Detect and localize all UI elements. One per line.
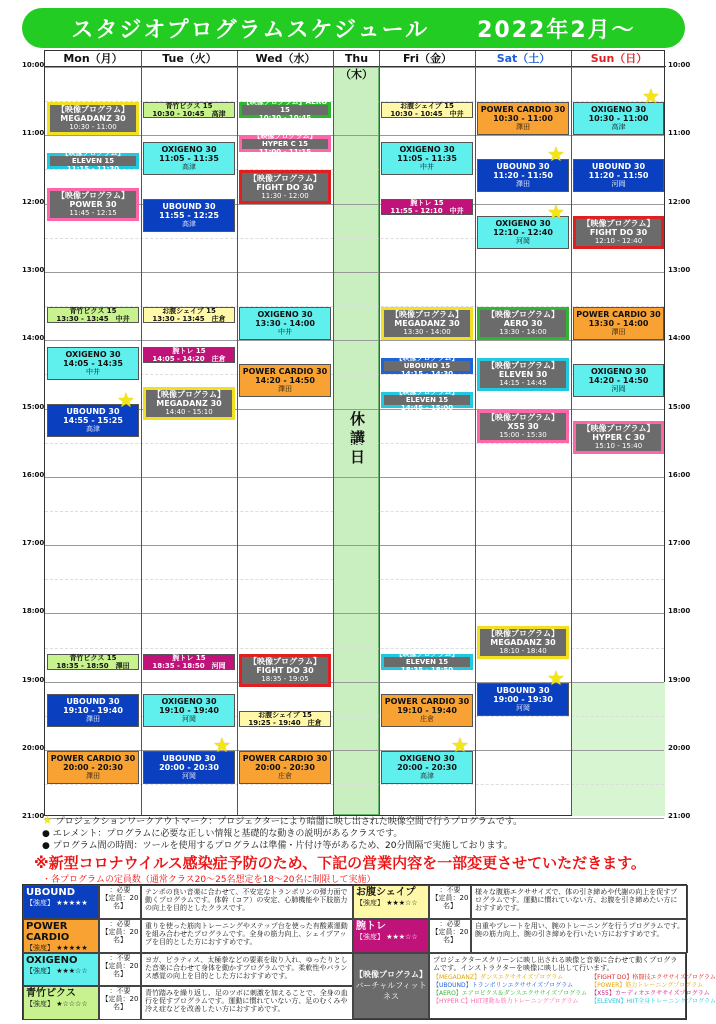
- class-l1: 【映像プログラム】AERO 15: [242, 98, 328, 115]
- class-l2: 14:05 - 14:35: [63, 358, 123, 368]
- class-l1: 【映像プログラム】ELEVEN 15: [395, 650, 459, 667]
- class-l1: UBOUND 30: [591, 161, 646, 171]
- class-l1: 【映像プログラム】: [153, 390, 225, 400]
- class-l1: 腕トレ 15: [172, 346, 206, 355]
- program-level: 【強度】 ★★★☆☆: [26, 966, 88, 975]
- class-block[interactable]: [143, 199, 235, 232]
- mat-need: ：必要: [109, 886, 131, 894]
- program-mat-cell: [99, 953, 141, 987]
- day-column-wed: [237, 51, 333, 815]
- class-l2: 10:30 - 10:45 中井: [390, 110, 464, 119]
- class-l2: 20:00 - 20:30: [255, 763, 315, 773]
- class-block[interactable]: [381, 694, 473, 727]
- mat-need: ：必要: [439, 919, 461, 928]
- time-label: 16:00: [668, 470, 691, 479]
- class-l3: 11:45 - 12:15: [69, 208, 117, 217]
- class-block[interactable]: [573, 307, 664, 340]
- class-l3: 13:30 - 14:00: [403, 328, 451, 337]
- class-l2: ELEVEN 30: [498, 370, 548, 380]
- class-l3: 河岡: [516, 703, 530, 712]
- class-block[interactable]: [47, 307, 139, 323]
- class-l3: 13:30 - 14:00: [499, 328, 547, 337]
- program-name-cell: [23, 986, 99, 1020]
- video-program-desc: プロジェクタースクリーンに映し出される映像と音楽に合わせて動くプログラムです。インストラクターを映像に映し出して行います。: [433, 955, 678, 972]
- class-block[interactable]: [573, 159, 664, 192]
- program-name: UBOUND: [26, 887, 76, 898]
- class-block[interactable]: [143, 102, 235, 118]
- class-l1: OXIGENO 30: [65, 349, 121, 359]
- time-label: 15:00: [668, 402, 691, 411]
- program-name-cell: [353, 885, 429, 919]
- class-l1: OXIGENO 30: [257, 310, 313, 320]
- class-l2: FIGHT DO 30: [256, 666, 314, 676]
- class-l2: 19:00 - 19:30: [493, 694, 553, 704]
- class-l2: MEGADANZ 30: [156, 399, 222, 409]
- class-block[interactable]: [239, 132, 331, 157]
- class-l3: 高津: [86, 425, 100, 434]
- program-name: お腹シェイプ: [356, 887, 416, 898]
- class-l3: 12:10 - 12:40: [594, 237, 643, 246]
- class-l2: 14:20 - 14:50: [588, 375, 649, 385]
- class-l1: 青竹ピクス 15: [69, 307, 117, 316]
- class-l1: UBOUND 30: [162, 202, 216, 212]
- class-block[interactable]: [239, 711, 331, 727]
- class-block[interactable]: [477, 358, 569, 391]
- class-l1: POWER CARDIO 30: [576, 310, 661, 320]
- class-block[interactable]: [381, 388, 473, 413]
- capacity: 【定員：20名】: [101, 995, 139, 1012]
- class-block[interactable]: [47, 102, 139, 135]
- closed-label: 休講日: [348, 411, 366, 468]
- class-l1: 【映像プログラム】: [57, 105, 129, 115]
- star-icon: ★: [42, 813, 53, 827]
- program-desc: 青竹踏みを繰り返し、足のツボに刺激を加えることで、全身の血行を促すプログラムです。運動に慣れていない方、足のむくみや冷え症などを改善したい方におすすめです。: [145, 989, 348, 1014]
- class-l2: 20:00 - 20:30: [63, 763, 123, 773]
- class-l1: 【映像プログラム】: [582, 219, 655, 229]
- mat-need: ：必要: [109, 919, 131, 928]
- class-block[interactable]: [143, 387, 235, 420]
- time-label: 11:00: [22, 129, 45, 138]
- time-label: 14:00: [668, 334, 691, 343]
- day-header-wed: Wed（水）: [238, 51, 333, 67]
- class-l3: 14:15 - 14:45: [499, 379, 547, 388]
- class-l1: POWER CARDIO 30: [242, 366, 328, 376]
- video-program-item: 【UBOUND】トランポリンエクササイズプログラム: [433, 981, 574, 989]
- class-l1: OXIGENO 30: [161, 144, 217, 154]
- class-l2: MEGADANZ 30: [60, 114, 126, 124]
- video-program-item: 【POWER】筋力トレーニングプログラム: [591, 981, 704, 989]
- class-l3: 高津: [182, 162, 196, 171]
- program-desc: ヨガ、ピラティス、太極拳などの要素を取り入れ、ゆったりとした音楽に合わせて身体を動かすプログラムです。柔軟性やバランス感覚の向上を目的とした方におすすめです。: [145, 955, 348, 980]
- class-l3: 庄倉: [278, 772, 292, 781]
- class-block[interactable]: [143, 142, 235, 175]
- legend-line-1: プロジェクションワークアウトマーク：プロジェクターにより暗闇に映し出された映像空間で行うプログラムです。: [55, 817, 523, 827]
- time-label: 19:00: [668, 675, 691, 684]
- class-l3: 河岡: [182, 772, 196, 781]
- time-label: 10:00: [668, 61, 691, 69]
- day-header-sat: Sat（土）: [476, 51, 571, 67]
- class-l3: 10:30 - 11:00: [69, 123, 117, 132]
- program-mat-cell: [99, 885, 141, 919]
- class-l3: 14:40 - 15:10: [165, 408, 213, 417]
- day-header-thu: Thu（木）: [334, 51, 379, 67]
- class-l3: 澤田: [86, 715, 100, 724]
- time-label: 18:00: [22, 607, 45, 616]
- class-l3: 河岡: [182, 715, 196, 724]
- class-block[interactable]: [47, 347, 139, 380]
- program-name-cell: [353, 919, 429, 953]
- program-mat-cell: [99, 919, 141, 953]
- class-l1: 【映像プログラム】: [249, 173, 321, 183]
- class-l2: 19:25 - 19:40 庄倉: [248, 719, 322, 728]
- projection-star-icon: ★: [547, 200, 565, 225]
- projection-star-icon: ★: [547, 666, 565, 691]
- program-desc: 自重やプレートを用い、腕のトレーニングを行うプログラムです。腕の筋力向上、腕の引き締めを行いたい方におすすめです。: [475, 921, 684, 938]
- video-program-item: 【FIGHT DO】格闘技エクササイズプログラム: [591, 973, 716, 981]
- class-l3: 澤田: [516, 123, 530, 132]
- class-block[interactable]: [47, 694, 139, 727]
- class-l2: 13:30 - 14:00: [255, 319, 315, 329]
- time-label: 16:00: [22, 470, 45, 479]
- schedule-grid: [44, 50, 665, 816]
- class-l2: FIGHT DO 30: [256, 182, 314, 192]
- day-header-tue: Tue（火）: [142, 51, 237, 67]
- video-program-item: 【AERO】エアロビクス＆ダンスエクササイズプログラム: [433, 989, 588, 997]
- program-table: [22, 884, 716, 1020]
- class-l3: 河岡: [611, 384, 626, 393]
- class-block[interactable]: [381, 650, 473, 675]
- capacity: 【定員：20名】: [431, 927, 469, 944]
- class-l2: 11:20 - 11:50: [588, 170, 649, 180]
- class-l2: 11:55 - 12:10 中井: [390, 207, 464, 216]
- legend: [42, 814, 682, 852]
- program-name-cell: [23, 885, 99, 919]
- class-l1: 【映像プログラム】: [487, 310, 559, 320]
- capacity: 【定員：20名】: [101, 961, 139, 978]
- class-l3: 中井: [86, 367, 100, 376]
- class-block[interactable]: [239, 98, 331, 123]
- program-name: 腕トレ: [356, 920, 386, 932]
- program-mat-cell: [429, 919, 471, 953]
- class-l3: 中井: [278, 328, 292, 337]
- class-l1: POWER CARDIO 30: [384, 697, 470, 707]
- class-l3: 庄倉: [420, 715, 434, 724]
- class-l1: 腕トレ 15: [172, 654, 206, 663]
- class-l1: 【映像プログラム】ELEVEN 15: [395, 388, 459, 405]
- projection-star-icon: ★: [117, 388, 135, 413]
- class-block[interactable]: [477, 410, 569, 443]
- class-l2: AERO 30: [503, 319, 543, 329]
- class-block[interactable]: [381, 102, 473, 118]
- class-l3: 高津: [420, 772, 434, 781]
- projection-star-icon: ★: [547, 142, 565, 167]
- class-l2: 12:10 - 12:40: [493, 228, 553, 238]
- page-title: スタジオプログラムスケジュール 2022年2月〜: [22, 8, 685, 48]
- class-l2: 11:00 - 11:15: [258, 148, 312, 157]
- video-program-desc-cell: [429, 953, 716, 1020]
- class-block[interactable]: [477, 102, 569, 135]
- time-label: 11:00: [668, 129, 691, 138]
- mat-need: ：不要: [439, 886, 461, 894]
- time-label: 12:00: [22, 197, 45, 206]
- program-mat-cell: [429, 885, 471, 919]
- program-level: 【強度】 ★★★☆☆: [356, 932, 418, 941]
- class-l1: お腹シェイプ 15: [400, 102, 454, 111]
- class-l2: 18:35 - 18:50 澤田: [56, 662, 130, 671]
- program-desc-cell: [141, 986, 353, 1020]
- time-label: 20:00: [668, 744, 691, 752]
- class-l3: 11:30 - 12:00: [261, 191, 309, 200]
- time-label: 19:00: [22, 675, 45, 684]
- class-l2: 11:15 - 11:30: [66, 165, 120, 174]
- class-block[interactable]: [47, 751, 139, 784]
- class-l1: 【映像プログラム】: [487, 412, 559, 422]
- class-l2: 13:30 - 14:00: [588, 319, 649, 329]
- class-l2: 14:05 - 14:20 庄倉: [152, 354, 226, 363]
- class-l3: 河岡: [611, 179, 626, 188]
- class-l1: OXIGENO 30: [495, 219, 551, 229]
- class-l2: 14:45 - 15:00: [400, 404, 454, 413]
- class-block[interactable]: [239, 654, 331, 687]
- capacity: 【定員：20名】: [101, 894, 139, 910]
- class-l1: 【映像プログラム】HYPER C 15: [253, 132, 317, 149]
- class-l2: FIGHT DO 30: [589, 228, 648, 238]
- video-program-name-cell: [353, 953, 429, 1020]
- class-l1: 【映像プログラム】: [582, 424, 655, 434]
- class-l1: 【映像プログラム】: [487, 361, 559, 371]
- program-level: 【強度】 ★★★★★: [26, 899, 88, 907]
- class-l2: 10:30 - 11:00: [588, 114, 649, 124]
- class-block[interactable]: [143, 307, 235, 323]
- program-desc: テンポの良い音楽に合わせて、不安定なトランポリンの弾力面で動くプログラムです。体幹（コア）の安定、心肺機能や下肢筋力の向上を目的としたクラスです。: [145, 888, 348, 912]
- program-mat-cell: [99, 986, 141, 1020]
- class-l1: 【映像プログラム】: [57, 190, 129, 200]
- video-program-sub: バーチャルフィットネス: [355, 981, 427, 1002]
- capacity: 【定員：20名】: [431, 894, 469, 910]
- program-desc: 重りを使った筋肉トレーニングやステップ台を使った有酸素運動を組み合わせたプログラムです。全身の筋力向上、シェイプアップを目的とした方におすすめです。: [145, 921, 348, 946]
- class-l2: 19:10 - 19:40: [63, 706, 123, 716]
- program-name-cell: [23, 919, 99, 953]
- class-l1: 腕トレ 15: [410, 199, 444, 208]
- projection-star-icon: ★: [642, 84, 660, 109]
- legend-projection: [42, 814, 682, 828]
- class-l2: HYPER C 30: [592, 433, 645, 443]
- class-l3: 15:10 - 15:40: [594, 442, 643, 451]
- class-block[interactable]: [573, 364, 664, 397]
- class-l1: POWER CARDIO 30: [480, 105, 566, 115]
- class-block[interactable]: [143, 654, 235, 670]
- class-l2: 18:35 - 18:50 河岡: [152, 662, 226, 671]
- class-l3: 澤田: [86, 772, 100, 781]
- projection-star-icon: ★: [213, 733, 231, 758]
- class-l3: 河岡: [516, 237, 530, 246]
- day-column-thu: [333, 51, 379, 815]
- time-label: 10:00: [22, 61, 45, 69]
- class-block[interactable]: [143, 347, 235, 363]
- video-program-item: 【MEGADANZ】ダンスエクササイズプログラム: [433, 973, 564, 981]
- class-l1: POWER CARDIO 30: [242, 754, 328, 764]
- program-desc-cell: [141, 919, 353, 953]
- class-l2: 11:05 - 11:35: [159, 153, 219, 163]
- capacity: 【定員：20名】: [101, 927, 139, 944]
- class-l1: 【映像プログラム】UBOUND 15: [395, 354, 459, 371]
- program-level: 【強度】 ★★★★★: [26, 943, 88, 952]
- class-l2: 11:55 - 12:25: [159, 211, 219, 221]
- program-desc-cell: [471, 919, 688, 953]
- class-l1: OXIGENO 30: [590, 366, 647, 376]
- program-name-cell: [23, 953, 99, 987]
- class-l2: MEGADANZ 30: [394, 319, 460, 329]
- class-l2: X55 30: [507, 421, 539, 431]
- class-l2: 13:30 - 13:45 庄倉: [152, 315, 226, 324]
- class-block[interactable]: [477, 626, 569, 659]
- class-block[interactable]: [381, 199, 473, 215]
- class-l3: 18:35 - 19:05: [261, 675, 309, 684]
- class-l2: MEGADANZ 30: [490, 638, 556, 648]
- legend-line-2: ● エレメント：プログラムに必要な正しい情報と基礎的な動きの説明があるクラスです。: [42, 829, 403, 839]
- capacity-note: ・各プログラムの定員数（通常クラス20～25名想定を18～20名に制限して実施）: [42, 875, 376, 885]
- class-l3: 15:00 - 15:30: [499, 430, 547, 439]
- video-program-name: 【映像プログラム】: [355, 970, 427, 980]
- class-l1: お腹シェイプ 15: [162, 307, 216, 316]
- class-block[interactable]: [573, 421, 664, 454]
- class-block[interactable]: [47, 188, 139, 221]
- class-l1: OXIGENO 30: [399, 754, 455, 764]
- class-block[interactable]: [381, 142, 473, 175]
- program-name: POWER CARDIO: [26, 920, 70, 943]
- class-l2: 18:35 - 18:50: [400, 666, 454, 675]
- day-header-sun: Sun（日）: [572, 51, 666, 67]
- class-l1: UBOUND 30: [66, 407, 120, 417]
- class-block[interactable]: [381, 354, 473, 379]
- class-l1: 【映像プログラム】: [391, 310, 463, 320]
- time-label: 13:00: [22, 265, 45, 274]
- class-l1: OXIGENO 30: [399, 144, 455, 154]
- class-l1: 青竹ピクス 15: [69, 654, 117, 663]
- class-l2: 14:55 - 15:25: [63, 416, 123, 426]
- class-l1: UBOUND 30: [66, 697, 120, 707]
- time-label: 15:00: [22, 402, 45, 411]
- projection-star-icon: ★: [451, 733, 469, 758]
- time-label: 13:00: [668, 265, 691, 274]
- program-desc-cell: [141, 885, 353, 919]
- program-desc-cell: [141, 953, 353, 987]
- class-block[interactable]: [239, 364, 331, 397]
- mat-need: ：不要: [109, 987, 131, 996]
- class-block[interactable]: [381, 307, 473, 340]
- time-label: 21:00: [668, 812, 691, 821]
- class-l2: 14:15 - 14:30: [400, 370, 454, 379]
- class-l1: 【映像プログラム】: [487, 629, 559, 639]
- time-label: 18:00: [668, 607, 691, 616]
- class-l3: 高津: [182, 220, 196, 229]
- class-l3: 澤田: [611, 328, 626, 337]
- class-l2: 20:00 - 20:30: [159, 763, 219, 773]
- video-program-item: 【X55】カーディオエクササイズプログラム: [591, 989, 710, 997]
- class-l3: 18:10 - 18:40: [499, 647, 547, 656]
- class-l2: 10:30 - 11:00: [493, 114, 553, 124]
- class-l2: 20:00 - 20:30: [397, 763, 457, 773]
- class-l2: 19:10 - 19:40: [397, 706, 457, 716]
- time-label: 14:00: [22, 334, 45, 343]
- legend-line-3: ● プログラム間の時間：ツールを使用するプログラムは準備・片付け等があるため、20分間隔で実施しております。: [42, 841, 513, 851]
- class-l2: 11:20 - 11:50: [493, 170, 553, 180]
- class-l2: 19:10 - 19:40: [159, 706, 219, 716]
- class-l1: 【映像プログラム】: [249, 657, 321, 667]
- class-l1: 青竹ピクス 15: [165, 102, 213, 111]
- video-program-list: [433, 973, 716, 1006]
- class-l2: 14:20 - 14:50: [255, 375, 315, 385]
- class-block[interactable]: [47, 149, 139, 174]
- class-block[interactable]: [239, 751, 331, 784]
- class-l1: UBOUND 30: [496, 685, 550, 695]
- class-l3: 澤田: [516, 179, 530, 188]
- class-l1: お腹シェイプ 15: [258, 711, 312, 720]
- mat-need: ：不要: [109, 953, 131, 962]
- class-l1: 【映像プログラム】ELEVEN 15: [61, 149, 125, 166]
- class-l2: 10:30 - 10:45 高津: [152, 110, 226, 119]
- time-label: 20:00: [22, 744, 45, 752]
- class-l2: 13:30 - 13:45 中井: [56, 315, 130, 324]
- time-label: 21:00: [22, 812, 45, 821]
- class-l3: 高津: [611, 123, 626, 132]
- class-block[interactable]: [573, 216, 664, 249]
- video-program-item: 【HYPER C】HIIT運動＆筋力トレーニングプログラム: [433, 997, 579, 1005]
- class-l1: UBOUND 30: [162, 754, 216, 764]
- class-block[interactable]: [239, 170, 331, 203]
- time-label: 17:00: [22, 539, 45, 548]
- class-l1: OXIGENO 30: [161, 697, 217, 707]
- video-program-item: 【ELEVEN】HIIT全身トレーニングプログラム: [591, 997, 716, 1005]
- class-block[interactable]: [239, 307, 331, 340]
- class-l2: POWER 30: [69, 199, 117, 209]
- time-label: 17:00: [668, 539, 691, 548]
- class-l1: POWER CARDIO 30: [50, 754, 136, 764]
- class-block[interactable]: [477, 307, 569, 340]
- program-name: OXIGENO: [26, 954, 78, 966]
- class-block[interactable]: [143, 694, 235, 727]
- program-name: 青竹ピクス: [26, 988, 76, 1000]
- program-level: 【強度】 ★★★☆☆: [356, 899, 418, 907]
- time-label: 12:00: [668, 197, 691, 206]
- class-l2: 11:05 - 11:35: [397, 153, 457, 163]
- program-desc-cell: [471, 885, 688, 919]
- class-l2: 10:30 - 10:45: [258, 114, 312, 123]
- day-header-fri: Fri（金）: [380, 51, 475, 67]
- day-header-mon: Mon（月）: [45, 51, 141, 67]
- class-l1: OXIGENO 30: [590, 105, 647, 115]
- program-level: 【強度】 ★☆☆☆☆: [26, 1000, 88, 1009]
- program-desc: 様々な腹筋エクササイズで、体の引き締めや代謝の向上を促すプログラムです。運動に慣れていない方、お腹を引き締めたい方におすすめです。: [475, 888, 678, 912]
- covid-notice: ※新型コロナウイルス感染症予防のため、下記の営業内容を一部変更させていただきます。: [34, 854, 646, 872]
- class-l3: 中井: [420, 162, 434, 171]
- class-block[interactable]: [47, 654, 139, 670]
- class-l1: UBOUND 30: [496, 161, 550, 171]
- class-l3: 澤田: [278, 384, 292, 393]
